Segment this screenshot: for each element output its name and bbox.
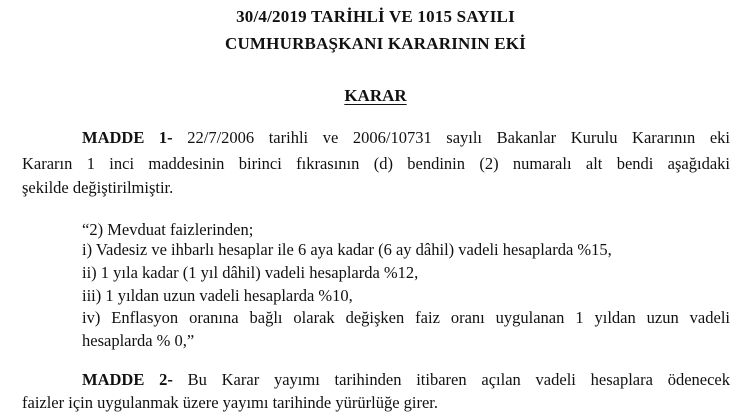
article-1-label: MADDE 1-	[82, 128, 173, 147]
article-1-line-1	[82, 128, 730, 148]
section-heading-karar: KARAR	[344, 86, 407, 105]
article-2-line-1	[82, 370, 730, 390]
article-2-label: MADDE 2-	[82, 370, 173, 389]
quote-item-3: iii) 1 yıldan uzun vadeli hesaplarda %10,	[82, 286, 353, 305]
document-title-line-1: 30/4/2019 TARİHLİ VE 1015 SAYILI	[236, 7, 515, 26]
document-title-line-2: CUMHURBAŞKANI KARARININ EKİ	[224, 34, 527, 53]
quote-item-4-line-1: iv) Enflasyon oranına bağlı olarak değişken faiz oranı uygulanan 1 yıldan uzun vadeli	[82, 308, 730, 327]
quote-intro: “2) Mevduat faizlerinden;	[82, 220, 254, 239]
article-2-text-1: Bu Karar yayımı tarihinden itibaren açılan vadeli hesaplara ödenecek	[172, 370, 730, 389]
article-1-text-1: 22/7/2006 tarihli ve 2006/10731 sayılı Bakanlar Kurulu Kararının eki	[172, 128, 731, 147]
quote-item-4-line-2: hesaplarda % 0,”	[82, 331, 195, 350]
article-1-line-2: Kararın 1 inci maddesinin birinci fıkrasının (d) bendinin (2) numaralı alt bendi aşağıdaki	[22, 154, 730, 173]
article-1-line-3: şekilde değiştirilmiştir.	[22, 178, 174, 197]
quote-item-1: i) Vadesiz ve ihbarlı hesaplar ile 6 aya kadar (6 ay dâhil) vadeli hesaplarda %15,	[82, 240, 612, 259]
quote-item-2: ii) 1 yıla kadar (1 yıl dâhil) vadeli hesaplarda %12,	[82, 263, 419, 282]
article-2-line-2: faizler için uygulanmak üzere yayımı tarihinde yürürlüğe girer.	[22, 393, 439, 412]
